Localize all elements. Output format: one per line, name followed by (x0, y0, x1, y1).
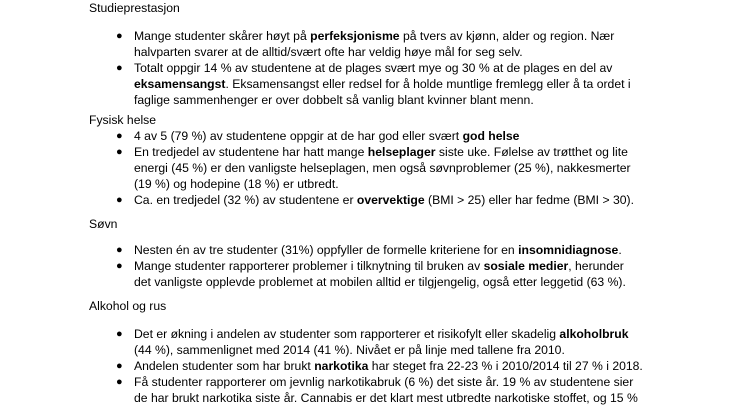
bullet-icon: ● (116, 146, 123, 158)
bullet-icon: ● (116, 360, 123, 372)
section-heading-alkohol-og-rus: Alkohol og rus (89, 299, 167, 313)
bullet-icon: ● (116, 62, 123, 74)
bullet-icon: ● (116, 130, 123, 142)
bullet-list-studieprestasjon (0, 28, 746, 108)
list-item: ● Nesten én av tre studenter (31%) oppfyller de formelle kriteriene for en insomnidiagnose. (116, 243, 622, 257)
bullet-icon: ● (116, 30, 123, 42)
bullet-icon: ● (116, 328, 123, 340)
list-item: ● Ca. en tredjedel (32 %) av studentene er overvektige (BMI > 25) eller har fedme (BMI > 30). (116, 193, 634, 207)
bullet-icon: ● (116, 244, 123, 256)
list-item: ● Mange studenter skårer høyt på perfeksjonisme på tvers av kjønn, alder og region. Nær halvparten svarer at de alltid/svært ofte har veldig høye mål for seg selv. (116, 29, 615, 59)
section-heading-fysisk-helse: Fysisk helse (89, 113, 157, 127)
list-item: ● Andelen studenter som har brukt narkotika har steget fra 22-23 % i 2010/2014 til 27 % i 2018. (116, 359, 643, 373)
list-item: ● En tredjedel av studentene har hatt mange helseplager siste uke. Følelse av trøtthet og lite energi (45 %) er den vanligste helseplagen, men også søvnproblemer (25 %), nakkesmerter (19 %) og hodepine (18 %) er utbredt. (116, 145, 631, 191)
bullet-list-fysisk-helse (0, 128, 746, 208)
section-heading-studieprestasjon: Studieprestasjon (89, 1, 180, 15)
section-heading-sovn: Søvn (89, 217, 118, 231)
bullet-list-alkohol-og-rus (0, 326, 746, 406)
bullet-icon: ● (116, 260, 123, 272)
bullet-icon: ● (116, 376, 123, 388)
list-item: ● Det er økning i andelen av studenter som rapporterer et risikofylt eller skadelig alkoholbruk (44 %), sammenlignet med 2014 (41 %). Nivået er på linje med tallene fra 2010. (116, 327, 629, 357)
list-item: ● 4 av 5 (79 %) av studentene oppgir at de har god eller svært god helse (116, 129, 520, 143)
bullet-icon: ● (116, 194, 123, 206)
bullet-list-sovn (0, 242, 746, 290)
list-item: ● Mange studenter rapporterer problemer i tilknytning til bruken av sosiale medier, herunder det vanligste opplevde problemet at mobilen alltid er tilgjengelig, også etter leggetid (63 %). (116, 259, 626, 289)
list-item: ● Totalt oppgir 14 % av studentene at de plages svært mye og 30 % at de plages en del av eksamensangst. Eksamensangst eller redsel for å holde muntlige fremlegg eller å ta ordet i faglige sammenhenger er over dobbelt så vanlig blant kvinner blant menn. (116, 61, 631, 107)
list-item: ● Få studenter rapporterer om jevnlig narkotikabruk (6 %) det siste år. 19 % av studentene sier de har brukt narkotika siste år. Cannabis er det klart mest utbredte narkotiske stoffet, og 15 % (116, 375, 638, 405)
